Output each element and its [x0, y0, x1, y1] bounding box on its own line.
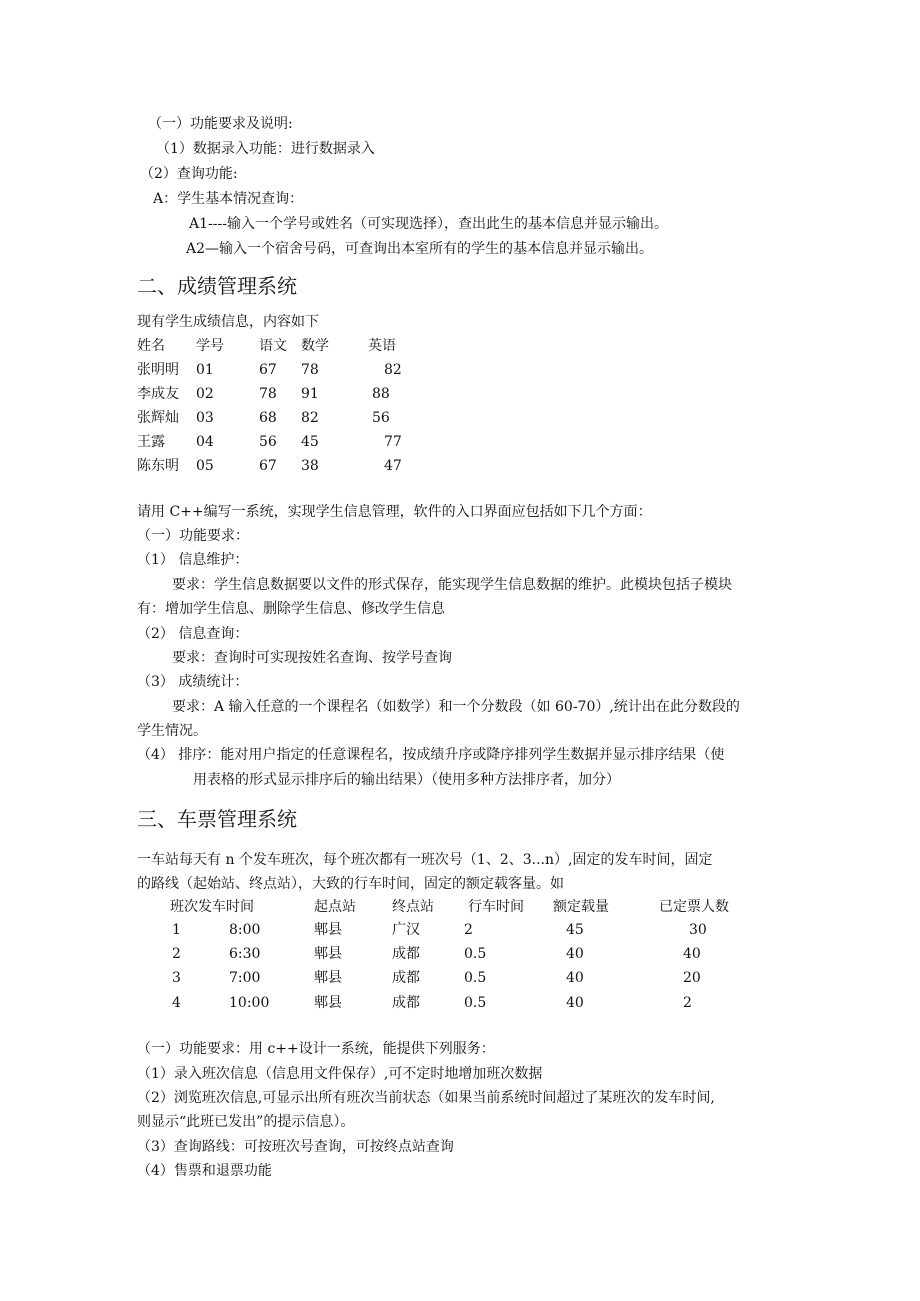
item-2-title: （2） 信息查询： [137, 626, 249, 642]
ticket-cell: 郫县 [314, 970, 342, 986]
ticket-cell: 4 [172, 995, 181, 1011]
ticket-header-cell: 起点站 [314, 899, 356, 915]
ticket-cell: 2 [172, 946, 181, 962]
ticket-cell: 2 [683, 995, 692, 1011]
ticket-header-cell: 额定载量 [553, 899, 609, 915]
ticket-cell: 广汉 [392, 922, 420, 938]
item-1-title: （1） 信息维护： [137, 552, 249, 568]
item-2-desc: 要求：查询时可实现按姓名查询、按学号查询 [172, 650, 452, 666]
task-paragraph: 请用 C++编写一系统，实现学生信息管理，软件的入口界面应包括如下几个方面： [137, 504, 652, 520]
ticket-cell: 30 [689, 922, 707, 938]
ticket-cell: 郫县 [314, 995, 342, 1011]
score-cell: 82 [384, 362, 402, 378]
score-header-cell: 姓名 [137, 338, 165, 354]
score-cell: 38 [301, 458, 319, 474]
ticket-cell: 40 [566, 995, 584, 1011]
score-cell: 88 [372, 386, 390, 402]
score-cell: 77 [384, 434, 402, 450]
score-cell: 01 [196, 362, 214, 378]
ticket-cell: 成都 [392, 970, 420, 986]
score-header-cell: 数学 [301, 338, 329, 354]
score-header-cell: 学号 [196, 338, 224, 354]
score-cell: 04 [196, 434, 214, 450]
score-cell: 45 [301, 434, 319, 450]
ticket-cell: 成都 [392, 995, 420, 1011]
ticket-cell: 0.5 [464, 946, 487, 962]
score-cell: 张辉灿 [137, 410, 179, 426]
score-cell: 91 [301, 386, 319, 402]
ticket-req-3: （3）查询路线：可按班次号查询，可按终点站查询 [137, 1139, 454, 1155]
score-cell: 82 [301, 410, 319, 426]
req-heading: （一）功能要求及说明: [148, 116, 293, 132]
ticket-intro-2: 的路线（起始站、终点站），大致的行车时间，固定的额定载客量。如 [137, 876, 564, 892]
score-cell: 张明明 [137, 362, 179, 378]
score-cell: 05 [196, 458, 214, 474]
ticket-cell: 1 [172, 922, 181, 938]
item-3-title: （3） 成绩统计： [137, 674, 249, 690]
ticket-header-cell: 班次发车时间 [170, 899, 254, 915]
ticket-cell: 2 [464, 922, 473, 938]
ticket-req-4: （4）售票和退票功能 [137, 1163, 272, 1179]
score-cell: 02 [196, 386, 214, 402]
ticket-header-cell: 终点站 [392, 899, 434, 915]
item-3-desc-cont: 学生情况。 [137, 723, 207, 739]
ticket-cell: 45 [566, 922, 584, 938]
score-cell: 03 [196, 410, 214, 426]
ticket-req-1: （1）录入班次信息（信息用文件保存）,可不定时地增加班次数据 [137, 1066, 543, 1082]
score-cell: 68 [259, 410, 277, 426]
ticket-cell: 0.5 [464, 970, 487, 986]
ticket-req-heading: （一）功能要求：用 c++设计一系统，能提供下列服务： [137, 1041, 495, 1057]
req-item-1: （1）数据录入功能：进行数据录入 [156, 141, 375, 157]
ticket-cell: 8:00 [229, 922, 261, 938]
item-4-desc-cont: 用表格的形式显示排序后的输出结果）（使用多种方法排序者，加分） [193, 772, 620, 788]
ticket-header-cell: 已定票人数 [659, 899, 729, 915]
ticket-cell: 7:00 [229, 970, 261, 986]
score-header-cell: 英语 [368, 338, 396, 354]
item-4-desc: （4） 排序：能对用户指定的任意课程名，按成绩升序或降序排列学生数据并显示排序结果（使 [137, 747, 725, 763]
func-req-heading: （一）功能要求： [137, 528, 249, 544]
section-3-heading: 三、车票管理系统 [137, 807, 297, 831]
score-cell: 李成友 [137, 386, 179, 402]
score-header-cell: 语文 [259, 338, 287, 354]
ticket-cell: 郫县 [314, 946, 342, 962]
req-sub-a: A：学生基本情况查询： [153, 191, 304, 207]
ticket-cell: 10:00 [229, 995, 270, 1011]
req-sub-a1: A1----输入一个学号或姓名（可实现选择），查出此生的基本信息并显示输出。 [189, 216, 668, 232]
ticket-req-2: （2）浏览班次信息,可显示出所有班次当前状态（如果当前系统时间超过了某班次的发车时间, [137, 1090, 715, 1106]
score-cell: 56 [259, 434, 277, 450]
ticket-header-cell: 行车时间 [468, 899, 524, 915]
ticket-cell: 40 [683, 946, 701, 962]
ticket-cell: 40 [566, 970, 584, 986]
score-cell: 王露 [137, 434, 165, 450]
ticket-cell: 20 [683, 970, 701, 986]
item-1-desc: 要求：学生信息数据要以文件的形式保存，能实现学生信息数据的维护。此模块包括子模块 [172, 577, 732, 593]
ticket-cell: 40 [566, 946, 584, 962]
ticket-cell: 郫县 [314, 922, 342, 938]
score-cell: 56 [372, 410, 390, 426]
req-sub-a2: A2—输入一个宿舍号码，可查询出本室所有的学生的基本信息并显示输出。 [186, 241, 654, 257]
section-2-heading: 二、成绩管理系统 [137, 274, 297, 298]
score-cell: 47 [384, 458, 402, 474]
ticket-req-2-cont: 则显示“此班已发出”的提示信息）。 [137, 1114, 355, 1130]
req-item-2: （2）查询功能: [140, 166, 238, 182]
score-intro: 现有学生成绩信息，内容如下 [137, 314, 319, 330]
item-1-desc-cont: 有：增加学生信息、删除学生信息、修改学生信息 [137, 601, 445, 617]
ticket-cell: 成都 [392, 946, 420, 962]
score-cell: 陈东明 [137, 458, 179, 474]
score-cell: 78 [301, 362, 319, 378]
ticket-cell: 0.5 [464, 995, 487, 1011]
ticket-cell: 3 [172, 970, 181, 986]
ticket-cell: 6:30 [229, 946, 261, 962]
score-cell: 78 [259, 386, 277, 402]
score-cell: 67 [259, 362, 277, 378]
ticket-intro-1: 一车站每天有 n 个发车班次，每个班次都有一班次号（1、2、3...n）,固定的发车时间，固定 [137, 852, 713, 868]
item-3-desc: 要求：A 输入任意的一个课程名（如数学）和一个分数段（如 60-70）,统计出在此分数段的 [172, 699, 740, 715]
score-cell: 67 [259, 458, 277, 474]
